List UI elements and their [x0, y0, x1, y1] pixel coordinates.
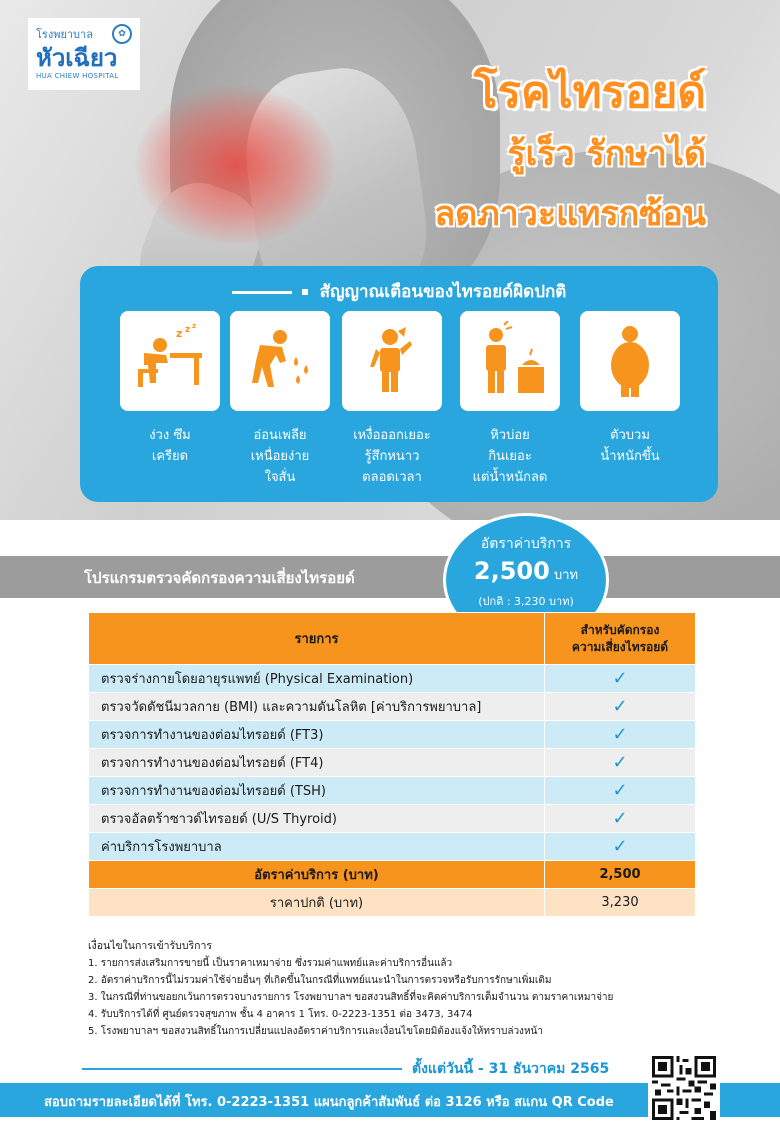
sign-label-line: น้ำหนักขึ้น: [600, 449, 660, 464]
sign-label-line: เครียด: [151, 449, 189, 464]
checkmark-icon: ✓: [545, 805, 696, 833]
logo-english: HUA CHIEW HOSPITAL: [36, 72, 119, 80]
table-total-row: [89, 861, 696, 889]
checkmark-icon: ✓: [545, 777, 696, 805]
price-line: [446, 554, 606, 593]
sign-item-sweating: [342, 311, 442, 488]
list-item: 3. ในกรณีที่ท่านขอยกเว้นการตรวจบางรายการ โรงพยาบาลฯ ขอสงวนสิทธิ์ที่จะคิดค่าบริการเต็มจำนวน ตามราคาเหมาจ่าย: [88, 992, 614, 1003]
svg-text:z: z: [176, 327, 183, 340]
conditions-section: [88, 938, 728, 1040]
warning-signs-title-text: สัญญาณเตือนของไทรอยด์ผิดปกติ: [319, 282, 567, 302]
table-header-row: [89, 613, 696, 665]
sign-item-overweight: [580, 311, 680, 467]
qr-code-icon[interactable]: [648, 1052, 720, 1124]
table-header-item: รายการ: [89, 613, 545, 665]
service-table: [88, 612, 696, 917]
price-normal: (ปกติ : 3,230 บาท): [478, 595, 574, 608]
table-cell-item: ตรวจการทำงานของต่อมไทรอยด์ (FT3): [89, 721, 545, 749]
sign-label-line: อ่อนเพลีย: [253, 428, 307, 443]
warning-signs-panel: [80, 266, 718, 502]
hungry-person-icon: [460, 311, 560, 411]
sign-label-line: ง่วง ซึม: [149, 428, 191, 443]
sign-label: [580, 425, 680, 467]
sign-label-line: รู้สึกหนาว: [364, 449, 420, 464]
sign-label-line: หิวบ่อย: [490, 428, 530, 443]
checkmark-icon: ✓: [545, 721, 696, 749]
sign-label-line: เหนื่อยง่าย: [250, 449, 310, 464]
warning-signs-title: [80, 278, 718, 305]
list-item: 2. อัตราค่าบริการนี้ไม่รวมค่าใช้จ่ายอื่นๆ ที่เกิดขึ้นในกรณีที่แพทย์แนะนำในการตรวจหรือรับการรักษาเพิ่มเติม: [88, 975, 552, 986]
table-row: [89, 693, 696, 721]
sweating-tired-person-icon: [230, 311, 330, 411]
program-title: โปรแกรมตรวจคัดกรองความเสี่ยงไทรอยด์: [84, 569, 355, 587]
title-bar-decoration: [232, 291, 292, 294]
overweight-person-icon: [580, 311, 680, 411]
sign-label: [342, 425, 442, 488]
list-item: 4. รับบริการได้ที่ ศูนย์ตรวจสุขภาพ ชั้น 4 อาคาร 1 โทร. 0-2223-1351 ต่อ 3473, 3474: [88, 1009, 473, 1020]
svg-text:z: z: [185, 325, 191, 335]
headline-subtitle-2: ลดภาวะแทรกซ้อน: [434, 194, 706, 234]
table-cell-item: ค่าบริการโรงพยาบาล: [89, 833, 545, 861]
table-row: [89, 833, 696, 861]
logo-thai-small: โรงพยาบาล: [36, 28, 93, 41]
table-cell-item: ตรวจการทำงานของต่อมไทรอยด์ (TSH): [89, 777, 545, 805]
table-row: [89, 749, 696, 777]
sign-label-line: ตัวบวม: [610, 428, 650, 443]
table-row: [89, 805, 696, 833]
checkmark-icon: ✓: [545, 665, 696, 693]
headline-title: โรคไทรอยด์: [473, 67, 706, 118]
table-header-screening: [545, 613, 696, 665]
table-cell-item: ตรวจอัลตร้าซาวด์ไทรอยด์ (U/S Thyroid): [89, 805, 545, 833]
table-header-line: ความเสี่ยงไทรอยด์: [571, 639, 669, 654]
hero-pain-highlight: [135, 85, 335, 245]
table-cell-item: ตรวจร่างกายโดยอายุรแพทย์ (Physical Examination): [89, 665, 545, 693]
sign-label-line: ใจสั่น: [264, 470, 296, 485]
sign-item-sleepy: [120, 311, 220, 467]
sign-label-line: กินเยอะ: [488, 449, 532, 464]
program-title-bar: [0, 556, 780, 598]
headline-subtitle-1: รู้เร็ว รักษาได้: [507, 134, 706, 174]
hospital-seal-icon: ✿: [112, 24, 132, 44]
svg-text:z: z: [192, 322, 197, 330]
table-row: [89, 777, 696, 805]
contact-text: สอบถามรายละเอียดได้ที่ โทร. 0-2223-1351 แผนกลูกค้าสัมพันธ์ ต่อ 3126 หรือ สแกน QR Code: [44, 1095, 614, 1110]
sleepy-person-icon: [120, 311, 220, 411]
checkmark-icon: ✓: [545, 693, 696, 721]
hero-banner: [0, 0, 780, 520]
list-item: 1. รายการส่งเสริมการขายนี้ เป็นราคาเหมาจ่าย ซึ่งรวมค่าแพทย์และค่าบริการอื่นแล้ว: [88, 958, 453, 969]
sign-label: [120, 425, 220, 467]
promotion-period: ตั้งแต่วันนี้ - 31 ธันวาคม 2565: [412, 1058, 609, 1080]
sign-item-hungry: [460, 311, 560, 488]
sign-label-line: เหงื่อออกเยอะ: [353, 428, 431, 443]
table-header-line: สำหรับคัดกรอง: [580, 622, 660, 637]
title-dot-decoration: [302, 289, 308, 295]
normal-price-value: 3,230: [545, 889, 696, 917]
normal-price-label: ราคาปกติ (บาท): [89, 889, 545, 917]
sign-label-line: แต่น้ำหนักลด: [472, 470, 548, 485]
total-label: อัตราค่าบริการ (บาท): [89, 861, 545, 889]
hospital-logo[interactable]: [28, 18, 140, 90]
table-normal-price-row: [89, 889, 696, 917]
sign-item-tired: [230, 311, 330, 488]
table-cell-item: ตรวจการทำงานของต่อมไทรอยด์ (FT4): [89, 749, 545, 777]
table-row: [89, 665, 696, 693]
checkmark-icon: ✓: [545, 749, 696, 777]
total-value: 2,500: [545, 861, 696, 889]
conditions-title: เงื่อนไขในการเข้ารับบริการ: [88, 940, 213, 952]
conditions-list: [88, 955, 728, 1040]
price-value: 2,500: [473, 557, 550, 585]
sign-label-line: ตลอดเวลา: [362, 470, 422, 485]
sign-label: [230, 425, 330, 488]
list-item: 5. โรงพยาบาลฯ ขอสงวนสิทธิ์ในการเปลี่ยนแปลงอัตราค่าบริการและเงื่อนไขโดยมิต้องแจ้งให้ทราบล่วงหน้า: [88, 1026, 543, 1037]
price-unit: บาท: [553, 568, 579, 583]
checkmark-icon: ✓: [545, 833, 696, 861]
sweating-hot-person-icon: [342, 311, 442, 411]
logo-thai-main: หัวเฉียว: [36, 44, 118, 72]
price-title: อัตราค่าบริการ: [480, 536, 572, 552]
table-row: [89, 721, 696, 749]
headline: [434, 62, 706, 244]
table-cell-item: ตรวจวัดดัชนีมวลกาย (BMI) และความดันโลหิต [ค่าบริการพยาบาล]: [89, 693, 545, 721]
sign-label: [460, 425, 560, 488]
